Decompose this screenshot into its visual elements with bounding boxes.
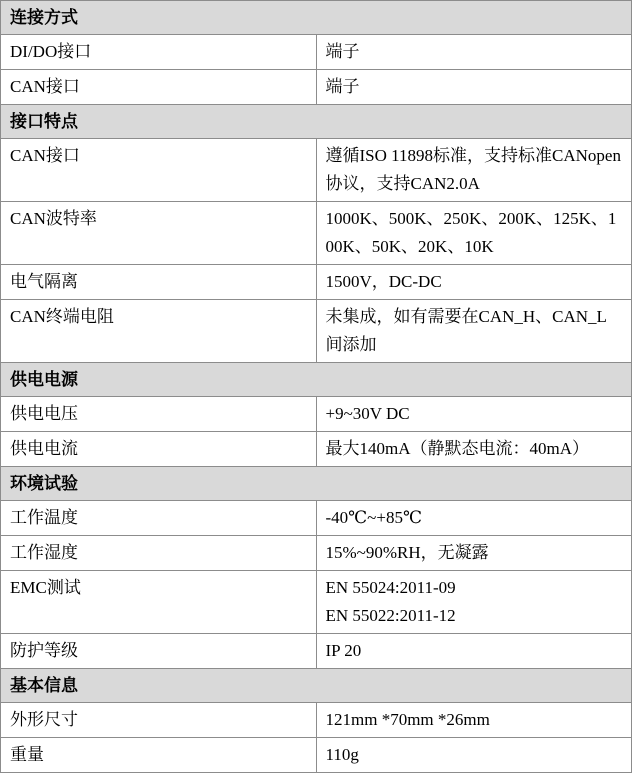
section-header-row <box>1 363 632 397</box>
section-header-row <box>1 1 632 35</box>
row-value <box>316 634 632 669</box>
table-row <box>1 703 632 738</box>
row-label: 防护等级 <box>1 634 317 669</box>
row-value <box>316 432 632 467</box>
table-row <box>1 536 632 571</box>
row-value-line: 110g <box>325 745 359 764</box>
row-label: 外形尺寸 <box>1 703 317 738</box>
table-row <box>1 571 632 634</box>
row-value <box>316 536 632 571</box>
table-row <box>1 432 632 467</box>
row-value-line: 端子 <box>325 77 360 96</box>
table-row <box>1 35 632 70</box>
row-value-line: 遵循ISO 11898标准，支持标准CANopen协议，支持CAN2.0A <box>325 146 621 193</box>
table-row <box>1 70 632 105</box>
row-value <box>316 265 632 300</box>
row-label: CAN接口 <box>1 70 317 105</box>
table-row <box>1 634 632 669</box>
row-value-line: 端子 <box>325 42 360 61</box>
section-title: 接口特点 <box>1 105 632 139</box>
row-label: CAN波特率 <box>1 202 317 265</box>
row-value-line: +9~30V DC <box>325 404 410 423</box>
row-value <box>316 35 632 70</box>
row-label: 供电电流 <box>1 432 317 467</box>
row-value <box>316 738 632 773</box>
row-value-line: EN 55022:2011-12 <box>325 606 456 625</box>
row-value-line: 最大140mA（静默态电流：40mA） <box>325 439 589 458</box>
row-value <box>316 397 632 432</box>
row-value <box>316 202 632 265</box>
row-value-line: 15%~90%RH，无凝露 <box>325 543 489 562</box>
row-value <box>316 300 632 363</box>
row-value <box>316 139 632 202</box>
row-label: CAN接口 <box>1 139 317 202</box>
section-title: 环境试验 <box>1 467 632 501</box>
table-row <box>1 738 632 773</box>
row-value-line: 1000K、500K、250K、200K、125K、100K、50K、20K、10K <box>325 209 617 256</box>
row-value <box>316 70 632 105</box>
row-value-line: 1500V，DC-DC <box>325 272 442 291</box>
table-row <box>1 397 632 432</box>
row-value <box>316 703 632 738</box>
row-value-line: -40℃~+85℃ <box>325 508 422 527</box>
table-row <box>1 265 632 300</box>
row-value <box>316 501 632 536</box>
row-label: CAN终端电阻 <box>1 300 317 363</box>
table-row <box>1 139 632 202</box>
row-label: DI/DO接口 <box>1 35 317 70</box>
row-label: 供电电压 <box>1 397 317 432</box>
section-header-row <box>1 467 632 501</box>
table-row <box>1 501 632 536</box>
spec-table-body <box>1 1 632 773</box>
table-row <box>1 300 632 363</box>
row-value <box>316 571 632 634</box>
row-label: EMC测试 <box>1 571 317 634</box>
section-title: 连接方式 <box>1 1 632 35</box>
row-value-line: 121mm *70mm *26mm <box>325 710 490 729</box>
section-title: 供电电源 <box>1 363 632 397</box>
section-header-row <box>1 105 632 139</box>
row-value-line: EN 55024:2011-09 <box>325 578 456 597</box>
row-value-line: 未集成，如有需要在CAN_H、CAN_L间添加 <box>325 307 607 354</box>
row-label: 工作温度 <box>1 501 317 536</box>
section-title: 基本信息 <box>1 669 632 703</box>
row-value-line: IP 20 <box>325 641 362 660</box>
row-label: 电气隔离 <box>1 265 317 300</box>
section-header-row <box>1 669 632 703</box>
row-label: 重量 <box>1 738 317 773</box>
table-row <box>1 202 632 265</box>
row-label: 工作湿度 <box>1 536 317 571</box>
